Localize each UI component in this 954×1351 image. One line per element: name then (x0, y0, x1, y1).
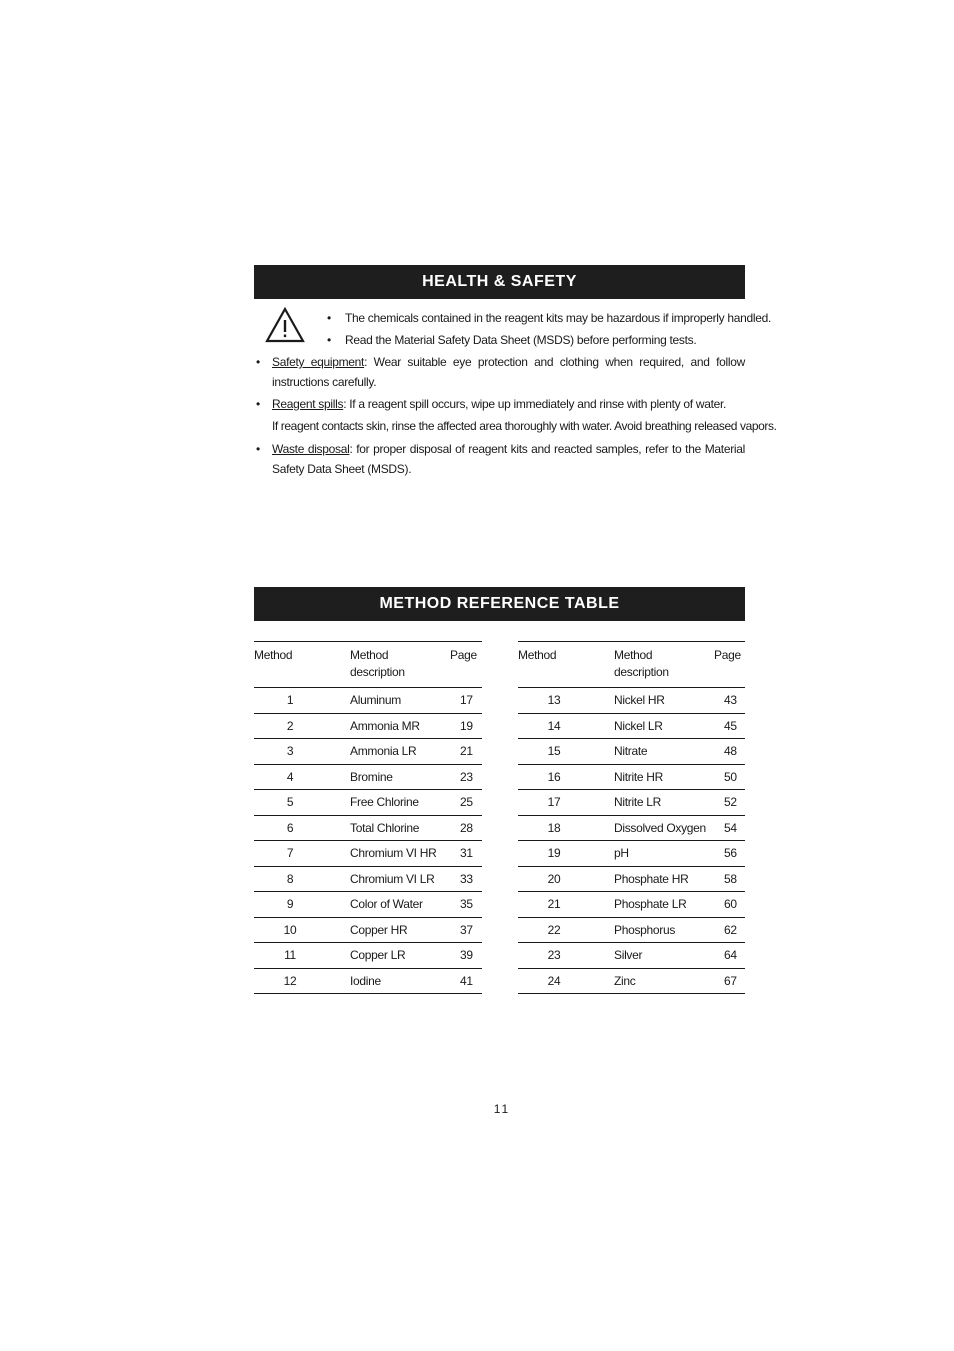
method-number: 1 (254, 688, 350, 714)
hazard-bullet: • The chemicals contained in the reagent kits may be hazardous if improperly handled. (345, 310, 771, 326)
table-row (518, 866, 745, 892)
method-description: Copper LR (350, 943, 450, 969)
page-ref: 48 (714, 739, 745, 765)
table-row (518, 764, 745, 790)
method-number: 13 (518, 688, 614, 714)
health-safety-heading: HEALTH & SAFETY (254, 265, 745, 299)
method-description: Nickel LR (614, 713, 714, 739)
skin-contact-text: If reagent contacts skin, rinse the affected area thoroughly with water. Avoid breathing released vapors. (272, 419, 777, 433)
table-row (254, 815, 482, 841)
page-ref: 17 (450, 688, 482, 714)
table-row (518, 841, 745, 867)
safety-equipment-bullet (272, 352, 745, 392)
table-row (254, 790, 482, 816)
table-row (254, 917, 482, 943)
page-ref: 45 (714, 713, 745, 739)
table-row (254, 688, 482, 714)
page-ref: 41 (450, 968, 482, 994)
page-ref: 33 (450, 866, 482, 892)
table-row (254, 892, 482, 918)
method-number: 12 (254, 968, 350, 994)
page-ref: 25 (450, 790, 482, 816)
reagent-spills-bullet (272, 394, 745, 414)
method-description: Color of Water (350, 892, 450, 918)
method-table-right (518, 641, 745, 994)
method-number: 23 (518, 943, 614, 969)
method-description: Ammonia MR (350, 713, 450, 739)
page-header: Page (714, 648, 741, 662)
description-header: Method description (350, 648, 405, 679)
table-row (518, 713, 745, 739)
method-header: Method (254, 648, 293, 662)
page-ref: 31 (450, 841, 482, 867)
method-number: 16 (518, 764, 614, 790)
page-ref: 37 (450, 917, 482, 943)
table-row (254, 841, 482, 867)
method-description: Ammonia LR (350, 739, 450, 765)
method-number: 4 (254, 764, 350, 790)
method-number: 15 (518, 739, 614, 765)
page-ref: 52 (714, 790, 745, 816)
table-row (254, 739, 482, 765)
method-number: 19 (518, 841, 614, 867)
method-description: Phosphate LR (614, 892, 714, 918)
page-ref: 67 (714, 968, 745, 994)
method-description: Dissolved Oxygen (614, 815, 714, 841)
method-description: Nitrite LR (614, 790, 714, 816)
table-row (254, 713, 482, 739)
method-number: 2 (254, 713, 350, 739)
method-description: Iodine (350, 968, 450, 994)
method-description: Nickel HR (614, 688, 714, 714)
method-number: 6 (254, 815, 350, 841)
table-row (518, 892, 745, 918)
method-description: Silver (614, 943, 714, 969)
method-table-left (254, 641, 482, 994)
table-header-row (518, 642, 745, 688)
method-number: 11 (254, 943, 350, 969)
method-description: pH (614, 841, 714, 867)
table-row (254, 968, 482, 994)
method-description: Copper HR (350, 917, 450, 943)
table-row (518, 739, 745, 765)
method-description: Aluminum (350, 688, 450, 714)
method-description: Chromium VI HR (350, 841, 450, 867)
table-row (254, 764, 482, 790)
method-description: Nitrate (614, 739, 714, 765)
page-ref: 54 (714, 815, 745, 841)
page-header: Page (450, 648, 477, 662)
page-ref: 56 (714, 841, 745, 867)
page-ref: 43 (714, 688, 745, 714)
method-number: 8 (254, 866, 350, 892)
waste-disposal-term: Waste disposal (272, 442, 350, 456)
msds-bullet: • Read the Material Safety Data Sheet (MSDS) before performing tests. (345, 332, 696, 348)
page-ref: 58 (714, 866, 745, 892)
method-number: 22 (518, 917, 614, 943)
method-description: Nitrite HR (614, 764, 714, 790)
page-ref: 35 (450, 892, 482, 918)
waste-disposal-bullet (272, 439, 745, 479)
page-ref: 39 (450, 943, 482, 969)
method-number: 18 (518, 815, 614, 841)
method-number: 17 (518, 790, 614, 816)
page-ref: 28 (450, 815, 482, 841)
method-description: Bromine (350, 764, 450, 790)
method-description: Zinc (614, 968, 714, 994)
method-number: 5 (254, 790, 350, 816)
table-row (518, 968, 745, 994)
method-number: 21 (518, 892, 614, 918)
waste-disposal-text: : for proper disposal of reagent kits and reacted samples, refer to the Material Safety Data Sheet (MSDS). (272, 442, 745, 476)
method-number: 9 (254, 892, 350, 918)
page-number: 11 (493, 1102, 511, 1116)
page-ref: 19 (450, 713, 482, 739)
method-header: Method (518, 648, 557, 662)
safety-equipment-term: Safety equipment (272, 355, 365, 369)
method-description: Phosphate HR (614, 866, 714, 892)
table-row (518, 943, 745, 969)
table-header-row (254, 642, 482, 688)
table-row (518, 815, 745, 841)
method-number: 7 (254, 841, 350, 867)
table-row (518, 688, 745, 714)
method-number: 10 (254, 917, 350, 943)
safety-equipment-text: : Wear suitable eye protection and clothing when required, and follow instructions carefully. (272, 355, 745, 389)
table-row (254, 866, 482, 892)
method-number: 3 (254, 739, 350, 765)
method-reference-heading: METHOD REFERENCE TABLE (254, 587, 745, 621)
method-description: Phosphorus (614, 917, 714, 943)
description-header: Method description (614, 648, 669, 679)
table-row (518, 917, 745, 943)
page-ref: 23 (450, 764, 482, 790)
reagent-spills-text: : If a reagent spill occurs, wipe up immediately and rinse with plenty of water. (343, 397, 727, 411)
page-ref: 64 (714, 943, 745, 969)
table-row (518, 790, 745, 816)
reagent-spills-term: Reagent spills (272, 397, 344, 411)
method-number: 14 (518, 713, 614, 739)
page-ref: 60 (714, 892, 745, 918)
page-ref: 62 (714, 917, 745, 943)
warning-triangle-icon (265, 307, 305, 343)
page-ref: 21 (450, 739, 482, 765)
method-number: 20 (518, 866, 614, 892)
table-row (254, 943, 482, 969)
method-description: Chromium VI LR (350, 866, 450, 892)
method-number: 24 (518, 968, 614, 994)
method-description: Total Chlorine (350, 815, 450, 841)
method-description: Free Chlorine (350, 790, 450, 816)
page-ref: 50 (714, 764, 745, 790)
